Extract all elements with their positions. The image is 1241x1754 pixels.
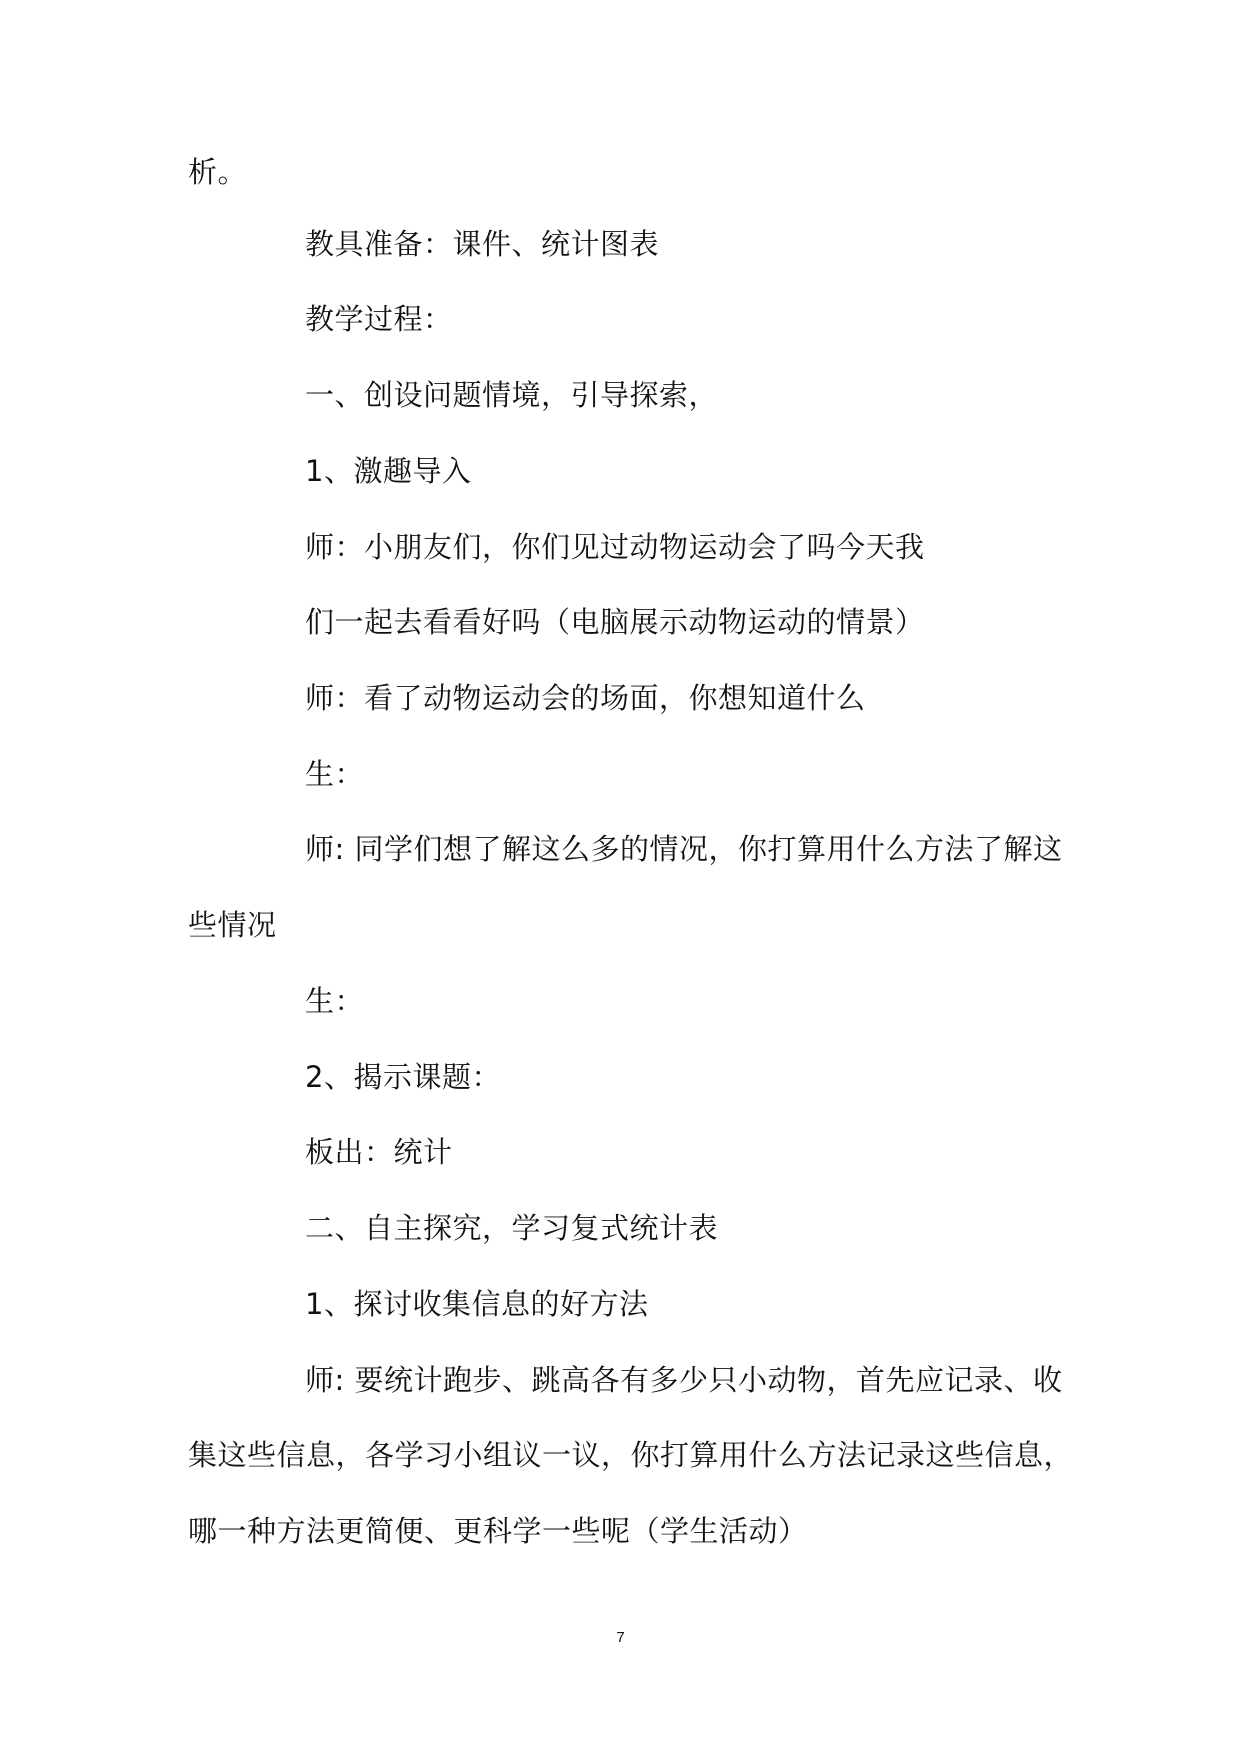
text-line: 哪一种方法更简便、更科学一些呢（学生活动） [188,1514,808,1548]
text-line: 析。 [188,155,248,189]
text-line: 教学过程： [305,302,453,336]
subsection-heading: 2、揭示课题： [305,1060,501,1094]
text-line: 生： [305,984,365,1018]
subsection-heading: 1、探讨收集信息的好方法 [305,1287,649,1321]
page-number: 7 [616,1629,625,1646]
text-line: 教具准备：课件、统计图表 [305,227,660,261]
section-heading: 二、自主探究，学习复式统计表 [305,1211,719,1245]
text-line: 师: 同学们想了解这么多的情况，你打算用什么方法了解这 [305,832,1063,866]
text-line: 板出：统计 [305,1135,453,1169]
text-line: 集这些信息，各学习小组议一议，你打算用什么方法记录这些信息， [188,1438,1074,1472]
text-line: 师: 要统计跑步、跳高各有多少只小动物，首先应记录、收 [305,1363,1063,1397]
text-line: 师：看了动物运动会的场面，你想知道什么 [305,681,866,715]
subsection-heading: 1、激趣导入 [305,454,472,488]
section-heading: 一、创设问题情境，引导探索， [305,378,719,412]
text-line: 们一起去看看好吗（电脑展示动物运动的情景） [305,605,925,639]
text-line: 些情况 [188,908,277,942]
text-line: 师：小朋友们，你们见过动物运动会了吗今天我 [305,530,925,564]
text-line: 生： [305,757,365,791]
